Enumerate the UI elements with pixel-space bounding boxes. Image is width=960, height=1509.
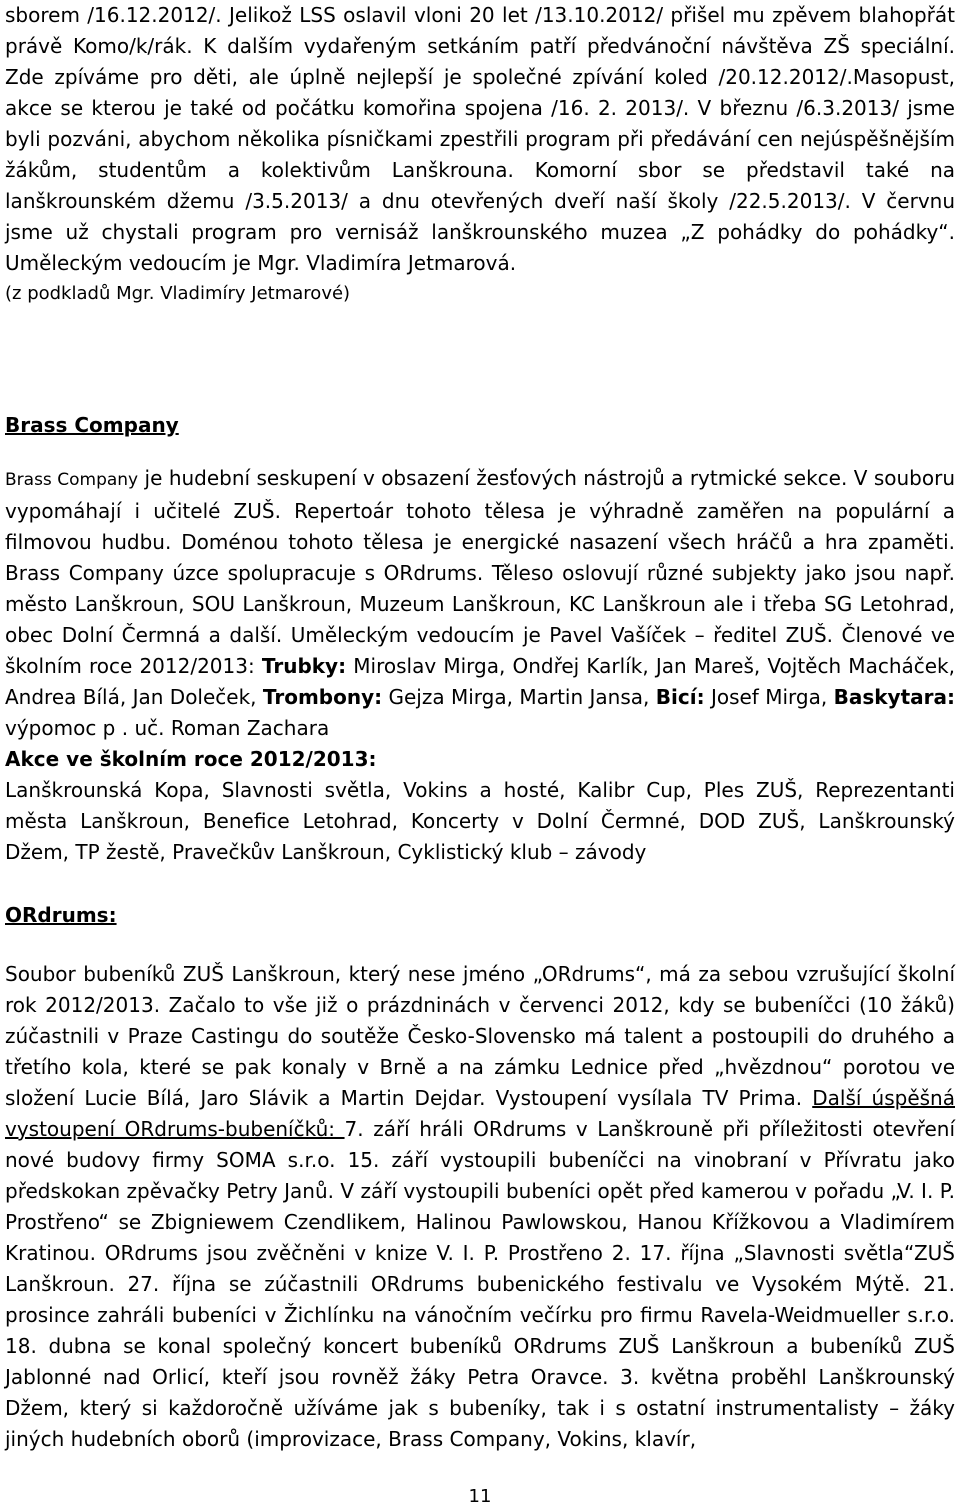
brass-company-heading [5,410,955,441]
akce-heading: Akce ve školním roce 2012/2013: [5,747,377,771]
akce-list: Lanškrounská Kopa, Slavnosti světla, Vokins a hosté, Kalibr Cup, Ples ZUŠ, Reprezentanti města Lanškroun, Benefice Letohrad, Koncerty v Dolní Čermné, DOD ZUŠ, Lanškrounský Džem, TP žestě, Pravečkův Lanškroun, Cyklistický klub – závody [5,778,955,864]
brass-description: je hudební seskupení v obsazení žesťových nástrojů a rytmické sekce. V souboru vypomáhají i učitelé ZUŠ. Repertoár tohoto tělesa je výhradně zaměřen na populární a filmovou hudbu. Doménou tohoto tělesa je energické nasazení všech hráčů a hra zpaměti. Brass Company úzce spolupracuje s ORdrums. Těleso oslovují různé subjekty jako jsou např. město Lanškroun, SOU Lanškroun, Muzeum Lanškroun, KC Lanškroun ale i třeba SG Letohrad, obec Dolní Čermná a další. Uměleckým vedoucím je Pavel Vašíček – ředitel ZUŠ. Členové ve školním roce 2012/2013: [5,466,955,678]
trubky-names: Miroslav Mirga, Ondřej Karlík, Jan Mareš, Vojtěch Macháček, Andrea Bílá, Jan Doleček, [5,654,955,709]
bici-label: Bicí: [655,685,705,709]
ordrums-section [5,900,955,1455]
trubky-label: Trubky: [261,654,347,678]
trombony-names: Gejza Mirga, Martin Jansa, [382,685,656,709]
source-note: (z podkladů Mgr. Vladimíry Jetmarové) [5,283,351,304]
baskytara-label: Baskytara: [833,685,955,709]
trombony-label: Trombony: [262,685,383,709]
brass-company-section [5,410,955,868]
baskytara-names: výpomoc p . uč. Roman Zachara [5,716,330,740]
intro-section [5,0,955,308]
brass-company-heading-text: Brass Company [5,413,179,437]
ordrums-heading-text: ORdrums: [5,903,117,927]
brass-lead-name: Brass Company [5,470,139,490]
page-number: 11 [468,1486,492,1507]
ordrums-heading [5,900,955,931]
ordrums-underlined: Další úspěšná vystoupení ORdrums-bubeníčků: [5,1086,955,1141]
brass-company-paragraph [5,463,955,744]
intro-paragraph: sborem /16.12.2012/. Jelikož LSS oslavil vloni 20 let /13.10.2012/ přišel mu zpěvem blahopřát právě Komo/k/rák. K dalším vydařeným setkáním patří předvánoční návštěva ZŠ speciální. Zde zpíváme pro děti, ale úplně nejlepší je společné zpívání koled /20.12.2012/.Masopust, akce se kterou je také od počátku komořina spojena /16. 2. 2013/. V březnu /6.3.2013/ jsme byli pozváni, abychom několika písničkami zpestřili program při předávání cen nejúspěšnějším žákům, studentům a kolektivům Lanškrouna. Komorní sbor se představil také na lanškrounském džemu /3.5.2013/ a dnu otevřených dveří naší školy /22.5.2013/. V červnu jsme už chystali program pro vernisáž lanškrounského muzea „Z pohádky do pohádky“. Uměleckým vedoucím je Mgr. Vladimíra Jetmarová. [5,3,955,275]
ordrums-paragraph [5,959,955,1455]
ordrums-text-a: Soubor bubeníků ZUŠ Lanškroun, který nese jméno „ORdrums“, má za sebou vzrušující školní rok 2012/2013. Začalo to vše již o prázdninách v červenci 2012, kdy se bubeníčci (10 žáků) zúčastnili v Praze Castingu do soutěže Česko-Slovensko má talent a postoupili do druhého a třetího kola, které se pak konaly v Brně a na zámku Lednice před „hvězdnou“ porotou ve složení Lucie Bílá, Jaro Slávik a Martin Dejdar. Vystoupení vysílala TV Prima. [5,962,955,1110]
bici-names: Josef Mirga, [704,685,834,709]
ordrums-text-b: 7. září hráli ORdrums v Lanškrouně při příležitosti otevření nové budovy firmy SOMA s.r.o. 15. září vystoupili bubeníčci na vinobraní v Přívratu jako předskokan zpěvačky Petry Janů. V září vystoupili bubeníci opět před kamerou v pořadu „V. I. P. Prostřeno“ se Zbigniewem Czendlikem, Halinou Pawlowskou, Hanou Křížkovou a Vladimírem Kratinou. ORdrums jsou zvěčněni v knize V. I. P. Prostřeno 2. 17. října „Slavnosti světla“ZUŠ Lanškroun. 27. října se zúčastnili ORdrums bubenického festivalu ve Vysokém Mýtě. 21. prosince zahráli bubeníci v Žichlínku na vánočním večírku pro firmu Ravela-Weidmueller s.r.o. 18. dubna se konal společný koncert bubeníků ORdrums ZUŠ Lanškroun a bubeníků ZUŠ Jablonné nad Orlicí, kteří jsou rovněž žáky Petra Oravce. 3. května proběhl Lanškrounský Džem, který si každoročně užíváme jak s bubeníky, tak i s ostatní instrumentalisty – žáky jiných hudebních oborů (improvizace, Brass Company, Vokins, klavír, [5,1117,955,1451]
